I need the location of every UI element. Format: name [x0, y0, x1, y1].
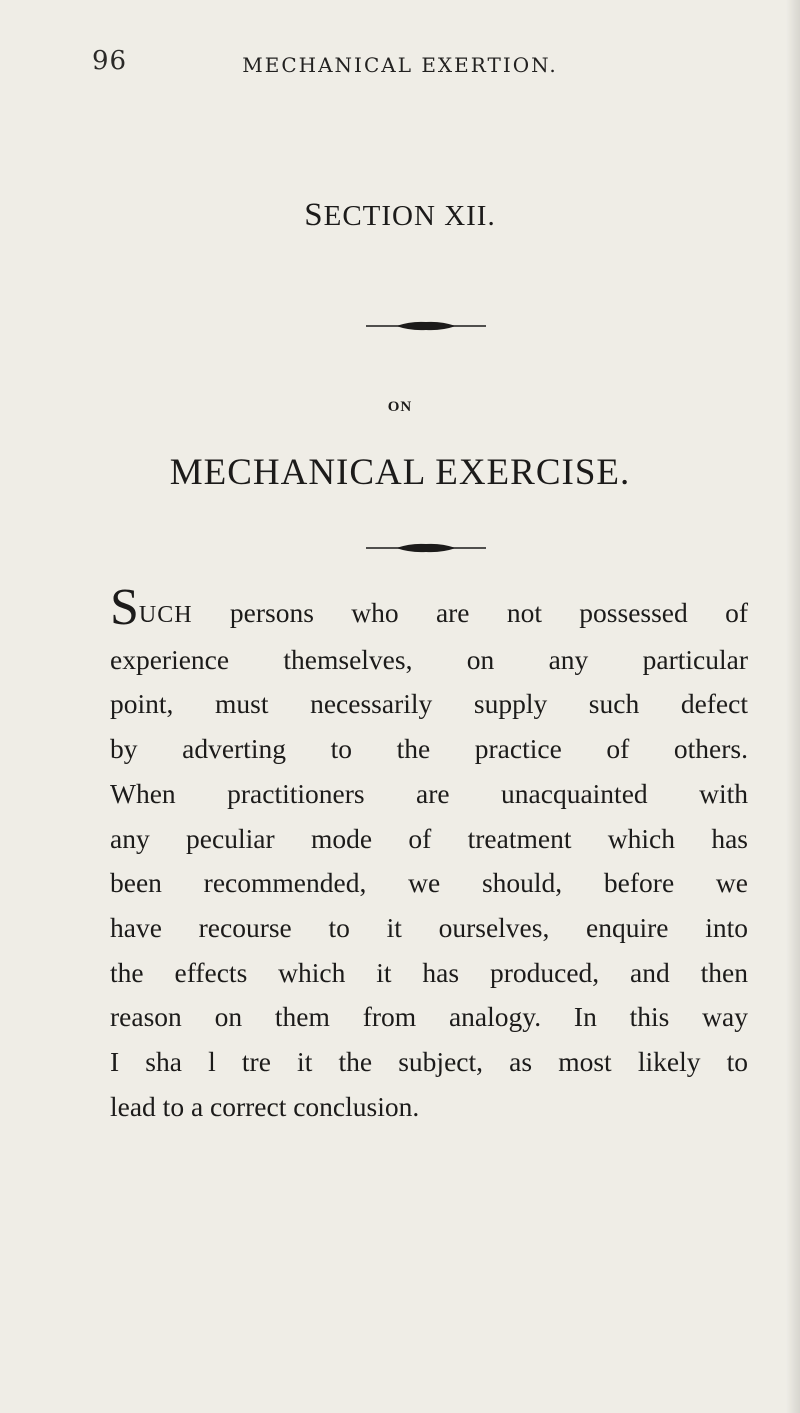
body-line: the effects which it has produced, and then — [110, 956, 748, 988]
body-line: experience themselves, on any particular — [110, 643, 748, 675]
body-line: have recourse to it ourselves, enquire into — [110, 911, 748, 943]
drop-cap: S — [110, 579, 139, 636]
body-line: by adverting to the practice of others. — [110, 733, 748, 765]
body-paragraph — [110, 579, 748, 1129]
ornament-rule-icon — [366, 542, 486, 554]
subheading-on: ON — [387, 399, 413, 415]
body-line — [110, 579, 748, 638]
body-line: lead to a correct conclusion. — [110, 1090, 420, 1122]
first-word-rest: UCH — [138, 602, 193, 628]
body-line: I sha l tre it the subject, as most likely to — [110, 1046, 748, 1078]
ornament-rule-icon — [366, 320, 486, 332]
section-label-rest: ECTION — [323, 200, 436, 232]
body-line: When practitioners are unacquainted with — [110, 777, 748, 809]
body-line: been recommended, we should, before we — [110, 867, 748, 899]
body-line: any peculiar mode of treatment which has — [110, 822, 748, 854]
body-line: point, must necessarily supply such defect — [110, 688, 748, 720]
section-label-initial: S — [304, 197, 324, 233]
body-line-text: persons who are not possessed of — [192, 597, 748, 628]
body-line: reason on them from analogy. In this way — [110, 1001, 748, 1033]
section-heading — [0, 197, 800, 234]
section-number: XII. — [444, 200, 496, 232]
chapter-title: MECHANICAL EXERCISE. — [169, 452, 631, 493]
running-title: MECHANICAL EXERTION. — [242, 53, 558, 77]
page-number: 96 — [92, 46, 128, 76]
